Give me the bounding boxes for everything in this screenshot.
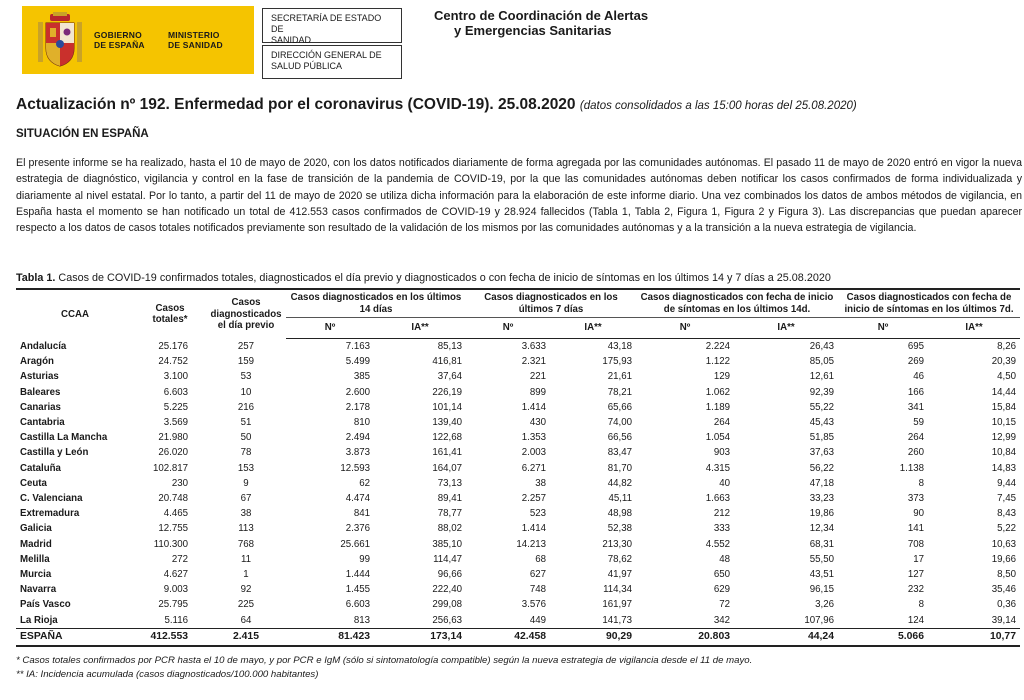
table-cell: 1.138 — [899, 462, 924, 474]
table-cell: 2.321 — [521, 356, 546, 368]
table-cell: 161,97 — [602, 599, 632, 611]
ministry-name — [168, 30, 223, 50]
region-name-cell: C. Valenciana — [20, 493, 83, 505]
table-cell: 85,13 — [437, 341, 462, 352]
table-cell: 5,22 — [997, 523, 1016, 535]
coat-of-arms-icon — [36, 12, 84, 68]
table-cell: 14,83 — [991, 462, 1016, 474]
header-n-14: Nº — [286, 318, 374, 339]
header-n-sint14: Nº — [636, 318, 734, 339]
table-cell: 21,61 — [607, 371, 632, 383]
table-cell: 67 — [240, 493, 252, 505]
table-cell: 4,50 — [997, 371, 1016, 383]
table-cell: 38 — [535, 477, 546, 489]
secretariat-line-1: SECRETARÍA DE ESTADO DE — [271, 13, 382, 34]
section-heading: SITUACIÓN EN ESPAÑA — [16, 128, 149, 140]
table-cell: 6.271 — [521, 462, 546, 474]
region-name-cell: Melilla — [20, 553, 50, 565]
table-cell: 26,43 — [809, 341, 834, 352]
table-cell: 269 — [907, 356, 924, 368]
table-cell: 20,39 — [991, 356, 1016, 368]
table-cell: 12,34 — [809, 523, 834, 535]
table-cell: 92 — [240, 584, 252, 596]
table-cell: 2.257 — [521, 493, 546, 505]
table-cell: 17 — [913, 553, 924, 565]
table-cell: 101,14 — [432, 401, 462, 413]
table-cell: 139,40 — [432, 417, 462, 429]
table-row — [16, 354, 1020, 369]
region-name-cell: Murcia — [20, 569, 52, 581]
table-cell: 264 — [907, 432, 924, 444]
gov-line-1: GOBIERNO — [94, 30, 142, 40]
table-cell: 83,47 — [607, 447, 632, 459]
table-cell: 232 — [907, 584, 924, 596]
table-cell: 68 — [535, 553, 546, 565]
table-cell: 1.189 — [705, 401, 730, 413]
table-row — [16, 506, 1020, 521]
table-cell: 141 — [907, 523, 924, 535]
table-cell: 96,15 — [809, 584, 834, 596]
header-group-sintomas-14d: Casos diagnosticados con fecha de inicio de síntomas en los últimos 14d. — [636, 289, 838, 318]
table-cell: 12,61 — [809, 371, 834, 383]
table-cell: 216 — [237, 401, 255, 413]
table-cell: 113 — [238, 523, 254, 535]
table-cell: 85,05 — [809, 356, 834, 368]
region-name-cell: Madrid — [20, 538, 52, 550]
table-row — [16, 597, 1020, 612]
government-name — [94, 30, 156, 50]
table-cell: 65,66 — [607, 401, 632, 413]
region-name-cell: País Vasco — [20, 599, 71, 611]
table-cell: 40 — [719, 477, 730, 489]
table-cell: 11 — [240, 553, 252, 565]
total-cell: 412.553 — [134, 628, 206, 646]
table-row — [16, 461, 1020, 476]
table-cell: 92,39 — [809, 386, 834, 398]
table-cell: 430 — [529, 417, 546, 429]
table-cell: 124 — [907, 614, 924, 626]
table-cell: 159 — [237, 356, 255, 368]
table-cell: 78,77 — [437, 508, 462, 520]
table-cell: 4.315 — [705, 462, 730, 474]
table-row — [16, 430, 1020, 445]
table-cell: 33,23 — [809, 493, 834, 505]
secretariat-line-2: SANIDAD — [271, 35, 312, 45]
table-cell: 88,02 — [437, 523, 462, 535]
table-cell: 48 — [719, 553, 730, 565]
table-cell: 8 — [918, 599, 924, 611]
table-cell: 650 — [713, 569, 730, 581]
table-cell: 12.593 — [340, 462, 370, 474]
table-cell: 52,38 — [607, 523, 632, 535]
table-cell: 1.054 — [705, 432, 730, 444]
table-cell: 50 — [240, 432, 252, 444]
table-cell: 127 — [907, 569, 924, 581]
table-cell: 55,50 — [809, 553, 834, 565]
table-cell: 2.224 — [705, 341, 730, 352]
table-cell: 78,21 — [607, 386, 632, 398]
total-cell: 42.458 — [466, 628, 550, 646]
table-cell: 114,47 — [433, 553, 462, 565]
table-row — [16, 415, 1020, 430]
table-cell: 47,18 — [809, 477, 834, 489]
table-cell: 25.795 — [158, 599, 188, 611]
table-cell: 2.178 — [345, 401, 370, 413]
table-cell: 78,62 — [607, 553, 632, 565]
table-cell: 299,08 — [432, 599, 462, 611]
total-cell: 2.415 — [206, 628, 286, 646]
table-cell: 3.873 — [345, 447, 370, 459]
table-cell: 72 — [719, 599, 730, 611]
table-cell: 114,34 — [603, 584, 632, 596]
table-cell: 813 — [353, 614, 370, 626]
table-cell: 99 — [359, 553, 370, 565]
region-name-cell: Asturias — [20, 371, 59, 383]
table-cell: 20.748 — [158, 493, 188, 505]
table-cell: 221 — [529, 371, 546, 383]
table-cell: 66,56 — [607, 432, 632, 444]
table-cell: 8 — [918, 477, 924, 489]
table-cell: 110.300 — [153, 538, 188, 550]
table-cell: 1.062 — [705, 386, 730, 398]
table-cell: 1.455 — [345, 584, 370, 596]
table-cell: 256,63 — [432, 614, 462, 626]
table-cell: 810 — [353, 417, 370, 429]
table-cell: 43,18 — [607, 341, 632, 352]
table-cell: 26.020 — [158, 447, 188, 459]
region-name-cell: Aragón — [20, 356, 54, 368]
table-row — [16, 445, 1020, 460]
table-cell: 89,41 — [437, 493, 462, 505]
table-cell: 3.576 — [521, 599, 546, 611]
table-cell: 19,86 — [809, 508, 834, 520]
table-cell: 341 — [907, 401, 924, 413]
header-ia-sint14: IA** — [734, 318, 838, 339]
table-row — [16, 582, 1020, 597]
table-row — [16, 491, 1020, 506]
table-cell: 51,85 — [809, 432, 834, 444]
table-cell: 129 — [713, 371, 730, 383]
region-name-cell: La Rioja — [20, 614, 58, 626]
table-cell: 1.414 — [521, 401, 546, 413]
region-name-cell: Navarra — [20, 584, 57, 596]
table-cell: 10 — [240, 386, 252, 398]
table-cell: 5.116 — [164, 614, 188, 626]
header-group-14-dias: Casos diagnosticados en los últimos 14 días — [286, 289, 466, 318]
table-row — [16, 613, 1020, 629]
header-ia-14: IA** — [374, 318, 466, 339]
header-group-7-dias: Casos diagnosticados en los últimos 7 días — [466, 289, 636, 318]
table-cell: 25.661 — [340, 538, 370, 550]
table-cell: 19,66 — [991, 553, 1016, 565]
table-cell: 10,63 — [991, 538, 1016, 550]
header-ccaa: CCAA — [61, 308, 89, 320]
table-cell: 122,68 — [432, 432, 462, 444]
table-cell: 12,99 — [991, 432, 1016, 444]
table-cell: 2.494 — [345, 432, 370, 444]
region-name-cell: Cantabria — [20, 417, 65, 429]
region-name-cell: Castilla La Mancha — [20, 432, 108, 444]
table-cell: 385 — [353, 371, 370, 383]
table-cell: 260 — [907, 447, 924, 459]
alert-center-line-2: y Emergencias Sanitarias — [454, 23, 612, 38]
header-casos-totales: Casos totales* — [152, 302, 188, 326]
total-cell: 90,29 — [550, 628, 636, 646]
table-cell: 51 — [240, 417, 252, 429]
gov-line-2: DE ESPAÑA — [94, 40, 145, 50]
table-cell: 4.627 — [163, 569, 188, 581]
table-cell: 44,82 — [607, 477, 632, 489]
table-cell: 64 — [240, 614, 252, 626]
table-cell: 21.980 — [158, 432, 188, 444]
table-cell: 342 — [713, 614, 730, 626]
footnote-ia: ** IA: Incidencia acumulada (casos diagnosticados/100.000 habitantes) — [16, 669, 319, 680]
directorate-box — [262, 45, 402, 79]
table-cell: 1.414 — [521, 523, 546, 535]
table-cell: 523 — [529, 508, 546, 520]
alert-center-title — [434, 8, 648, 38]
header-n-7: Nº — [466, 318, 550, 339]
table-cell: 629 — [713, 584, 730, 596]
total-cell: ESPAÑA — [16, 628, 134, 646]
table-cell: 74,00 — [607, 417, 632, 429]
table-cell: 59 — [913, 417, 924, 429]
table-cell: 627 — [529, 569, 546, 581]
table-cell: 9.003 — [163, 584, 188, 596]
table-cell: 8,43 — [997, 508, 1016, 520]
table-row — [16, 552, 1020, 567]
header-ia-sint7: IA** — [928, 318, 1020, 339]
table-row — [16, 537, 1020, 552]
table-cell: 212 — [713, 508, 730, 520]
table-cell: 35,46 — [991, 584, 1016, 596]
table-cell: 46 — [913, 371, 924, 383]
table-cell: 903 — [713, 447, 730, 459]
table-cell: 9,44 — [997, 477, 1016, 489]
table-cell: 38 — [240, 508, 252, 520]
table-row — [16, 369, 1020, 384]
covid-cases-table — [16, 288, 1020, 647]
table-row — [16, 400, 1020, 415]
total-cell: 44,24 — [734, 628, 838, 646]
table-cell: 175,93 — [602, 356, 632, 368]
table-row — [16, 567, 1020, 582]
table-cell: 14.213 — [516, 538, 546, 550]
table-cell: 102.817 — [152, 462, 188, 474]
table-cell: 768 — [237, 538, 255, 550]
table-cell: 1 — [243, 569, 249, 581]
document-title-note: (datos consolidados a las 15:00 horas del 25.08.2020) — [579, 100, 857, 112]
table-cell: 15,84 — [991, 401, 1016, 413]
table-cell: 226,19 — [432, 386, 462, 398]
table-cell: 3.633 — [521, 341, 546, 352]
total-cell: 173,14 — [374, 628, 466, 646]
table-cell: 257 — [237, 340, 255, 352]
header-ia-7: IA** — [550, 318, 636, 339]
table-cell: 68,31 — [809, 538, 834, 550]
table-cell: 45,11 — [608, 493, 632, 505]
table-cell: 7,45 — [997, 493, 1016, 505]
table-cell: 5.225 — [163, 401, 188, 413]
table-cell: 748 — [529, 584, 546, 596]
table-cell: 3.569 — [163, 417, 188, 429]
table-cell: 213,30 — [602, 538, 632, 550]
secretariat-box — [262, 8, 402, 43]
table-cell: 373 — [907, 493, 924, 505]
document-title — [16, 96, 857, 114]
table-cell: 6.603 — [163, 386, 188, 398]
region-name-cell: Andalucía — [20, 340, 67, 352]
table-cell: 225 — [237, 599, 255, 611]
table-cell: 10,15 — [991, 417, 1016, 429]
total-row — [16, 628, 1020, 646]
table-cell: 695 — [907, 341, 924, 352]
table-cell: 2.003 — [521, 447, 546, 459]
document-title-text: Actualización nº 192. Enfermedad por el coronavirus (COVID-19). 25.08.2020 — [16, 96, 576, 113]
table-cell: 5.499 — [345, 356, 370, 368]
table-footnotes — [16, 654, 752, 682]
table-cell: 333 — [713, 523, 730, 535]
region-name-cell: Ceuta — [20, 477, 47, 489]
table-cell: 73,13 — [437, 477, 462, 489]
table-cell: 3,26 — [815, 599, 834, 611]
table-row — [16, 521, 1020, 536]
table-cell: 43,51 — [809, 569, 834, 581]
table-cell: 81,70 — [607, 462, 632, 474]
table-cell: 78 — [240, 447, 252, 459]
total-cell: 20.803 — [636, 628, 734, 646]
table-cell: 161,41 — [432, 447, 462, 459]
table-cell: 9 — [243, 477, 249, 489]
table-cell: 2.376 — [345, 523, 370, 535]
table-cell: 7.163 — [345, 341, 370, 352]
table-cell: 12.755 — [158, 523, 188, 535]
table-cell: 153 — [237, 462, 255, 474]
table-cell: 4.465 — [163, 508, 188, 520]
table-cell: 41,97 — [607, 569, 632, 581]
total-cell: 5.066 — [838, 628, 928, 646]
table-cell: 96,66 — [437, 569, 462, 581]
total-cell: 81.423 — [286, 628, 374, 646]
table-cell: 53 — [240, 371, 252, 383]
table-cell: 166 — [907, 386, 924, 398]
table-cell: 899 — [529, 386, 546, 398]
region-name-cell: Cataluña — [20, 462, 61, 474]
table-cell: 1.444 — [345, 569, 370, 581]
table-cell: 8,26 — [997, 341, 1016, 352]
region-name-cell: Castilla y León — [20, 447, 89, 459]
table-cell: 8,50 — [997, 569, 1016, 581]
table-cell: 272 — [171, 553, 188, 565]
table-cell: 141,73 — [602, 614, 632, 626]
report-header — [0, 0, 1024, 90]
table-cell: 6.603 — [345, 599, 370, 611]
government-logo — [22, 6, 254, 74]
table-cell: 230 — [171, 477, 188, 489]
header-casos-dia-previo: Casos diagnosticados el día previo — [210, 297, 282, 331]
table-cell: 4.474 — [345, 493, 370, 505]
table-cell: 841 — [353, 508, 370, 520]
directorate-line-2: SALUD PÚBLICA — [271, 61, 343, 71]
region-name-cell: Canarias — [20, 401, 61, 413]
table-cell: 48,98 — [607, 508, 632, 520]
table-cell: 708 — [907, 538, 924, 550]
table-cell: 1.353 — [521, 432, 546, 444]
region-name-cell: Extremadura — [20, 508, 80, 520]
table-cell: 264 — [713, 417, 730, 429]
table-cell: 14,44 — [991, 386, 1016, 398]
table-cell: 1.663 — [705, 493, 730, 505]
table-caption-label: Tabla 1. — [16, 272, 56, 284]
header-group-sintomas-7d: Casos diagnosticados con fecha de inicio de síntomas en los últimos 7d. — [838, 289, 1020, 318]
table-cell: 4.552 — [705, 538, 730, 550]
table-cell: 25.176 — [158, 340, 188, 352]
table-cell: 62 — [359, 477, 370, 489]
table-cell: 37,64 — [437, 371, 462, 383]
table-row — [16, 476, 1020, 491]
table-cell: 37,63 — [809, 447, 834, 459]
region-name-cell: Baleares — [20, 386, 61, 398]
directorate-line-1: DIRECCIÓN GENERAL DE — [271, 50, 382, 60]
table-cell: 2.600 — [345, 386, 370, 398]
table-cell: 10,84 — [991, 447, 1016, 459]
ministry-line-1: MINISTERIO — [168, 30, 220, 40]
table-cell: 222,40 — [432, 584, 462, 596]
intro-paragraph: El presente informe se ha realizado, hasta el 10 de mayo de 2020, con los datos notificados diariamente de forma agregada por las comunidades autónomas. El pasado 11 de mayo de 2020 entró en vigor la nueva estrategia de diagnóstico, vigilancia y control en la fase de transición de la pandemia de COVID-19, por la que las comunidades autónomas deben notificar los casos confirmados de forma individualizada y diariamente al nivel estatal. Por lo tanto, a partir del 11 de mayo de 2020 se utiliza dicha información para la elaboración de este informe diario. Una vez combinados los datos de ambos métodos de vigilancia, en España hasta el momento se han notificado un total de 412.553 casos confirmados de COVID-19 y 28.924 fallecidos (Tabla 1, Tabla 2, Figura 1, Figura 2 y Figura 3). Las discrepancias que puedan aparecer respecto a los datos de casos totales notificados previamente son resultado de la validación de los mismos por las comunidades autónomas y a la transición a la nueva estrategia de vigilancia. — [16, 157, 1022, 235]
table-cell: 56,22 — [809, 462, 834, 474]
table-cell: 90 — [913, 508, 924, 520]
table-cell: 55,22 — [809, 401, 834, 413]
table-body — [16, 339, 1020, 629]
table-row — [16, 339, 1020, 355]
region-name-cell: Galicia — [20, 523, 52, 535]
table-cell: 385,10 — [432, 538, 462, 550]
table-caption-text: Casos de COVID-19 confirmados totales, diagnosticados el día previo y diagnosticados o con fecha de inicio de síntomas en los últimos 14 y 7 días a 25.08.2020 — [58, 272, 831, 284]
table-row — [16, 385, 1020, 400]
footnote-casos-totales: * Casos totales confirmados por PCR hasta el 10 de mayo, y por PCR e IgM (sólo si sintomatología compatible) según la nueva estrategia de vigilancia desde el 11 de mayo. — [16, 655, 753, 666]
table-cell: 0,36 — [997, 599, 1016, 611]
table-cell: 107,96 — [804, 614, 834, 626]
table-cell: 39,14 — [991, 614, 1016, 626]
table-cell: 449 — [529, 614, 546, 626]
table-cell: 3.100 — [163, 371, 188, 383]
table-cell: 24.752 — [158, 356, 188, 368]
table-cell: 416,81 — [432, 356, 462, 368]
header-n-sint7: Nº — [838, 318, 928, 339]
table-cell: 164,07 — [432, 462, 462, 474]
total-cell: 10,77 — [928, 628, 1020, 646]
table-cell: 45,43 — [809, 417, 834, 429]
alert-center-line-1: Centro de Coordinación de Alertas — [434, 8, 649, 23]
ministry-line-2: DE SANIDAD — [168, 40, 223, 50]
table-caption — [16, 272, 831, 284]
table-cell: 1.122 — [705, 356, 730, 368]
